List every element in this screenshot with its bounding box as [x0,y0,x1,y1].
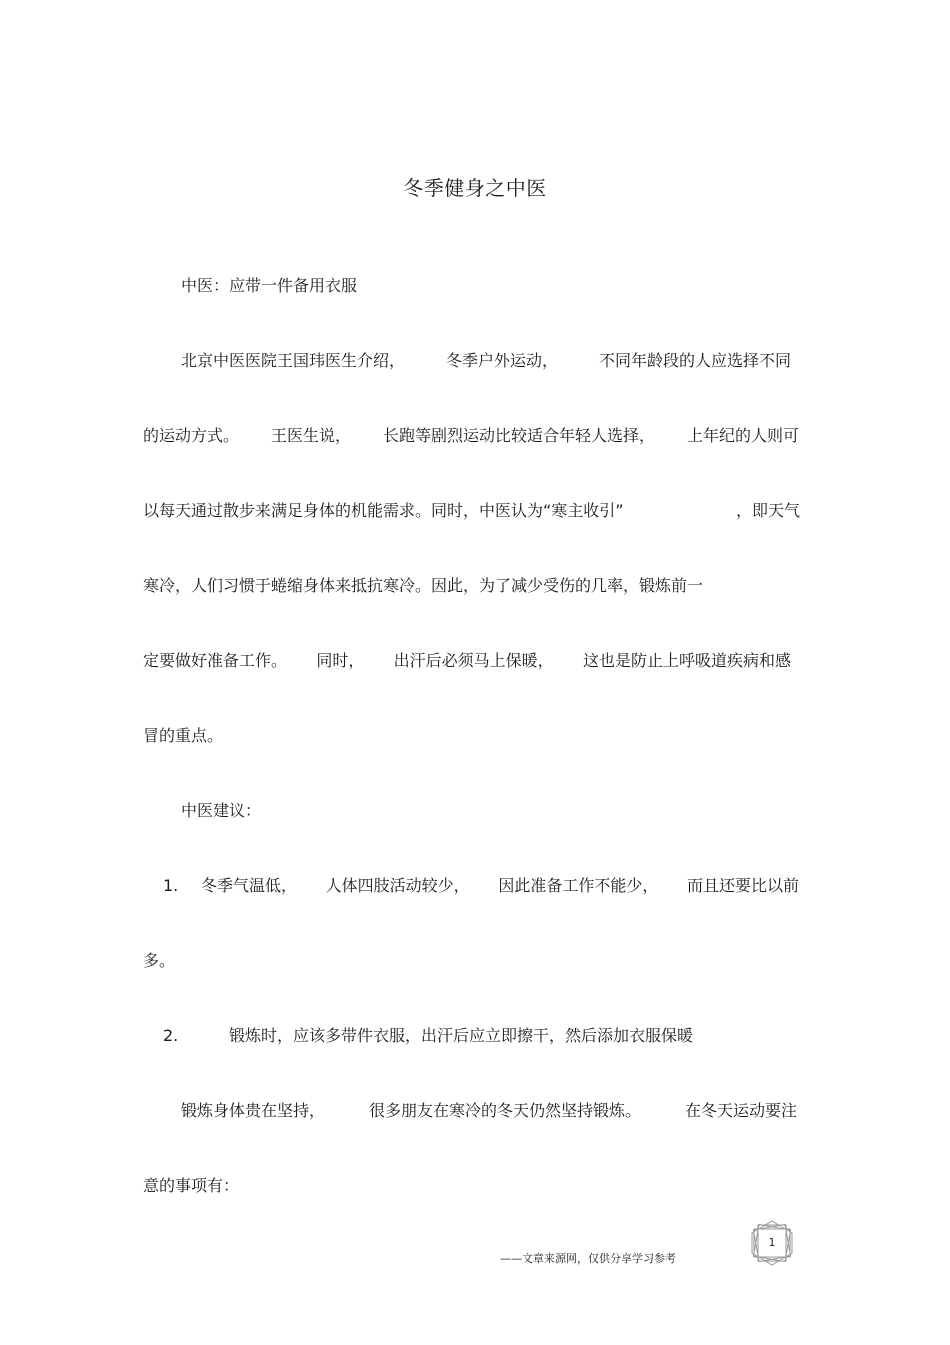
list-item-2-number: 2. [163,1026,179,1045]
list-item-1-number: 1. [163,876,179,895]
text-segment: 很多朋友在寒冷的冬天仍然坚持锻炼。 [368,1101,641,1120]
text-segment: 北京中医医院王国玮医生介绍， [181,351,406,370]
text-segment: 在冬天运动要注 [684,1101,797,1120]
paragraph-2-line-1 [181,1099,797,1123]
section-heading-backup-clothes: 中医：应带一件备用衣服 [181,276,358,295]
text-segment: 不同年龄段的人应选择不同 [598,351,791,370]
text-segment: 同时， [316,651,365,670]
text-segment: 王医生说， [270,426,351,445]
page-number: 1 [768,1236,776,1249]
paragraph-1-line-3 [143,499,800,523]
text-segment: 长跑等剧烈运动比较适合年轻人选择， [382,426,655,445]
text-segment: 锻炼身体贵在坚持， [181,1101,326,1120]
paragraph-1-line-4: 寒冷，人们习惯于蜷缩身体来抵抗寒冷。因此，为了减少受伤的几率，锻炼前一 [143,576,704,595]
paragraph-1-line-1 [181,349,791,373]
text-segment: 的运动方式。 [143,426,240,445]
list-item-1-line-2: 多。 [143,951,176,970]
footer-source-note: ——文章来源网，仅供分享学习参考 [500,1252,676,1265]
text-segment: 因此准备工作不能少， [498,876,659,895]
text-segment: 而且还要比以前 [686,876,799,895]
paragraph-1-line-5 [143,649,791,673]
text-segment: 冬季气温低， [201,876,298,895]
text-segment: 出汗后必须马上保暖， [393,651,554,670]
list-item-1-line-1 [201,874,799,898]
document-title: 冬季健身之中医 [403,176,547,200]
text-segment: ，即天气 [735,501,800,520]
text-segment: 以每天通过散步来满足身体的机能需求。同时，中医认为“寒主收引” [143,501,624,520]
paragraph-1-line-6: 冒的重点。 [143,726,224,745]
text-segment: 冬季户外运动， [445,351,558,370]
text-segment: 人体四肢活动较少， [325,876,470,895]
section-heading-advice: 中医建议： [181,801,262,820]
text-segment: 上年纪的人则可 [686,426,799,445]
text-segment: 这也是防止上呼吸道疾病和感 [582,651,791,670]
paragraph-1-line-2 [143,424,799,448]
paragraph-2-line-2: 意的事项有： [143,1176,240,1195]
list-item-2-line-1: 锻炼时，应该多带件衣服，出汗后应立即擦干，然后添加衣服保暖 [229,1026,694,1045]
text-segment: 定要做好准备工作。 [143,651,288,670]
